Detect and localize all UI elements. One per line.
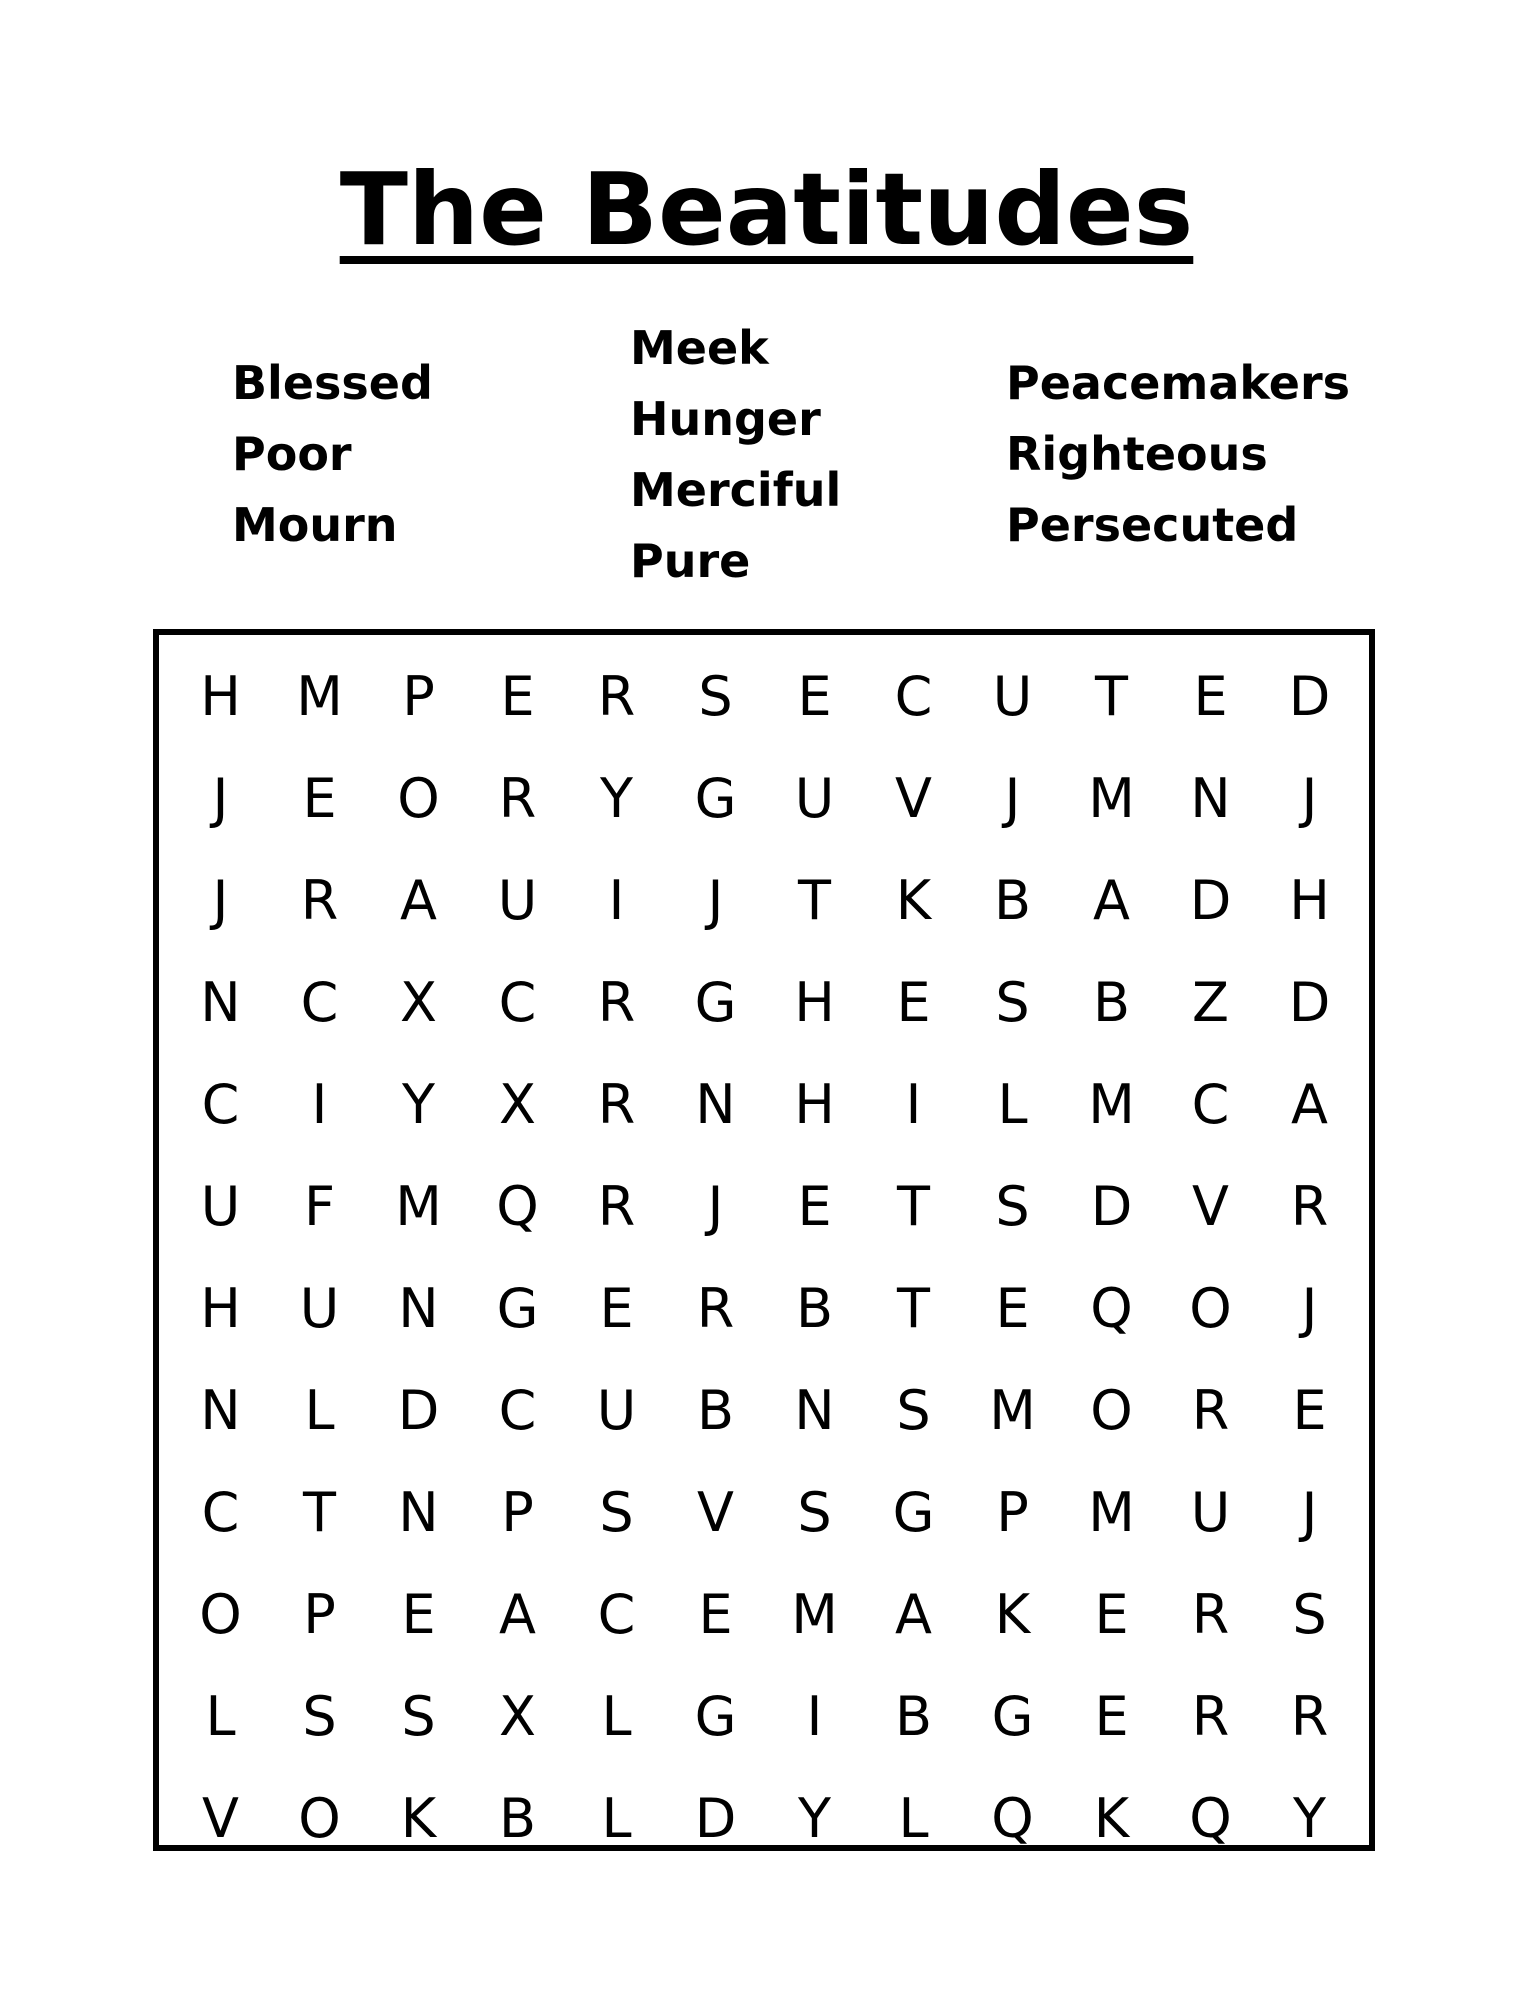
grid-cell-r4-c12[interactable]: D xyxy=(1288,970,1331,1034)
grid-cell-r1-c2[interactable]: M xyxy=(296,664,343,728)
grid-cell-r7-c2[interactable]: U xyxy=(299,1276,340,1340)
grid-cell-r8-c2[interactable]: L xyxy=(304,1378,335,1442)
grid-cell-r1-c7[interactable]: E xyxy=(797,664,832,728)
grid-cell-r4-c3[interactable]: X xyxy=(400,970,437,1034)
grid-cell-r2-c6[interactable]: G xyxy=(694,766,737,830)
grid-cell-r10-c3[interactable]: E xyxy=(401,1582,436,1646)
grid-cell-r10-c11[interactable]: R xyxy=(1191,1582,1230,1646)
grid-cell-r10-c2[interactable]: P xyxy=(303,1582,336,1646)
grid-cell-r5-c6[interactable]: N xyxy=(695,1072,736,1136)
word-list-column-3 xyxy=(1006,348,1350,561)
grid-cell-r2-c7[interactable]: U xyxy=(794,766,835,830)
word-search-border xyxy=(153,629,1375,1851)
grid-cell-r1-c1[interactable]: H xyxy=(200,664,241,728)
grid-cell-r1-c3[interactable]: P xyxy=(402,664,435,728)
grid-cell-r6-c9[interactable]: S xyxy=(995,1174,1030,1238)
grid-cell-r1-c5[interactable]: R xyxy=(597,664,636,728)
grid-cell-r5-c10[interactable]: M xyxy=(1088,1072,1135,1136)
grid-cell-r10-c6[interactable]: E xyxy=(698,1582,733,1646)
grid-cell-r5-c9[interactable]: L xyxy=(997,1072,1028,1136)
grid-cell-r8-c9[interactable]: M xyxy=(989,1378,1036,1442)
grid-cell-r4-c6[interactable]: G xyxy=(694,970,737,1034)
grid-cell-r8-c11[interactable]: R xyxy=(1191,1378,1230,1442)
grid-cell-r8-c10[interactable]: O xyxy=(1090,1378,1133,1442)
grid-cell-r6-c4[interactable]: Q xyxy=(496,1174,539,1238)
grid-cell-r11-c8[interactable]: B xyxy=(894,1684,933,1748)
grid-cell-r10-c7[interactable]: M xyxy=(791,1582,838,1646)
page-title-text: The Beatitudes xyxy=(339,151,1194,268)
grid-cell-r9-c9[interactable]: P xyxy=(996,1480,1029,1544)
grid-cell-r6-c8[interactable]: T xyxy=(897,1174,930,1238)
grid-cell-r9-c10[interactable]: M xyxy=(1088,1480,1135,1544)
grid-cell-r1-c10[interactable]: T xyxy=(1095,664,1128,728)
grid-cell-r4-c9[interactable]: S xyxy=(995,970,1030,1034)
grid-cell-r7-c4[interactable]: G xyxy=(496,1276,539,1340)
grid-cell-r1-c9[interactable]: U xyxy=(992,664,1033,728)
grid-cell-r10-c12[interactable]: S xyxy=(1292,1582,1327,1646)
grid-cell-r9-c4[interactable]: P xyxy=(501,1480,534,1544)
grid-cell-r12-c3[interactable]: K xyxy=(400,1786,437,1850)
grid-cell-r8-c5[interactable]: U xyxy=(596,1378,637,1442)
grid-cell-r4-c8[interactable]: E xyxy=(896,970,931,1034)
grid-cell-r7-c3[interactable]: N xyxy=(398,1276,439,1340)
grid-cell-r8-c1[interactable]: N xyxy=(200,1378,241,1442)
grid-cell-r8-c7[interactable]: N xyxy=(794,1378,835,1442)
grid-cell-r6-c3[interactable]: M xyxy=(395,1174,442,1238)
grid-cell-r4-c1[interactable]: N xyxy=(200,970,241,1034)
grid-cell-r9-c5[interactable]: S xyxy=(599,1480,634,1544)
grid-cell-r5-c5[interactable]: R xyxy=(597,1072,636,1136)
grid-cell-r12-c2[interactable]: O xyxy=(298,1786,341,1850)
grid-cell-r7-c5[interactable]: E xyxy=(599,1276,634,1340)
grid-cell-r6-c10[interactable]: D xyxy=(1090,1174,1133,1238)
grid-cell-r3-c12[interactable]: H xyxy=(1289,868,1330,932)
grid-cell-r3-c1[interactable]: J xyxy=(212,868,229,932)
grid-cell-r5-c7[interactable]: H xyxy=(794,1072,835,1136)
word-peacemakers: Peacemakers xyxy=(1006,356,1351,410)
grid-cell-r3-c9[interactable]: B xyxy=(993,868,1032,932)
grid-cell-r2-c5[interactable]: Y xyxy=(600,766,633,830)
grid-cell-r12-c7[interactable]: Y xyxy=(798,1786,831,1850)
word-list-column-1 xyxy=(232,348,433,561)
grid-cell-r9-c2[interactable]: T xyxy=(303,1480,336,1544)
grid-cell-r3-c8[interactable]: K xyxy=(895,868,932,932)
grid-cell-r1-c4[interactable]: E xyxy=(500,664,535,728)
grid-cell-r12-c1[interactable]: V xyxy=(202,1786,239,1850)
grid-cell-r9-c6[interactable]: V xyxy=(697,1480,734,1544)
grid-cell-r6-c5[interactable]: R xyxy=(597,1174,636,1238)
grid-cell-r12-c10[interactable]: K xyxy=(1093,1786,1130,1850)
grid-cell-r10-c10[interactable]: E xyxy=(1094,1582,1129,1646)
word-list-column-2 xyxy=(630,313,841,597)
grid-cell-r12-c9[interactable]: Q xyxy=(991,1786,1034,1850)
grid-cell-r2-c12[interactable]: J xyxy=(1301,766,1318,830)
grid-cell-r9-c1[interactable]: C xyxy=(201,1480,240,1544)
grid-cell-r11-c6[interactable]: G xyxy=(694,1684,737,1748)
grid-cell-r11-c12[interactable]: R xyxy=(1290,1684,1329,1748)
grid-cell-r7-c9[interactable]: E xyxy=(995,1276,1030,1340)
grid-cell-r3-c4[interactable]: U xyxy=(497,868,538,932)
grid-cell-r8-c4[interactable]: C xyxy=(498,1378,537,1442)
grid-cell-r4-c11[interactable]: Z xyxy=(1192,970,1229,1034)
word-mourn: Mourn xyxy=(232,498,398,552)
word-blessed: Blessed xyxy=(232,356,433,410)
grid-cell-r6-c1[interactable]: U xyxy=(200,1174,241,1238)
grid-cell-r5-c8[interactable]: I xyxy=(905,1072,922,1136)
grid-cell-r10-c8[interactable]: A xyxy=(895,1582,932,1646)
word-righteous: Righteous xyxy=(1006,427,1268,481)
grid-cell-r9-c11[interactable]: U xyxy=(1190,1480,1231,1544)
grid-cell-r11-c1[interactable]: L xyxy=(205,1684,236,1748)
grid-cell-r7-c6[interactable]: R xyxy=(696,1276,735,1340)
grid-cell-r7-c8[interactable]: T xyxy=(897,1276,930,1340)
grid-cell-r4-c7[interactable]: H xyxy=(794,970,835,1034)
grid-cell-r8-c6[interactable]: B xyxy=(696,1378,735,1442)
grid-cell-r3-c5[interactable]: I xyxy=(608,868,625,932)
grid-cell-r3-c10[interactable]: A xyxy=(1093,868,1130,932)
grid-cell-r12-c6[interactable]: D xyxy=(694,1786,737,1850)
grid-cell-r5-c4[interactable]: X xyxy=(499,1072,536,1136)
grid-cell-r10-c5[interactable]: C xyxy=(597,1582,636,1646)
grid-cell-r1-c11[interactable]: E xyxy=(1193,664,1228,728)
grid-cell-r4-c5[interactable]: R xyxy=(597,970,636,1034)
grid-cell-r5-c2[interactable]: I xyxy=(311,1072,328,1136)
grid-cell-r9-c12[interactable]: J xyxy=(1301,1480,1318,1544)
grid-cell-r4-c2[interactable]: C xyxy=(300,970,339,1034)
grid-cell-r10-c1[interactable]: O xyxy=(199,1582,242,1646)
word-merciful: Merciful xyxy=(630,463,842,517)
grid-cell-r3-c11[interactable]: D xyxy=(1189,868,1232,932)
word-search-grid xyxy=(171,645,1359,1850)
grid-cell-r11-c9[interactable]: G xyxy=(991,1684,1034,1748)
word-persecuted: Persecuted xyxy=(1006,498,1299,552)
grid-cell-r8-c8[interactable]: S xyxy=(896,1378,931,1442)
grid-cell-r11-c11[interactable]: R xyxy=(1191,1684,1230,1748)
grid-cell-r8-c12[interactable]: E xyxy=(1292,1378,1327,1442)
grid-cell-r11-c4[interactable]: X xyxy=(499,1684,536,1748)
grid-cell-r12-c12[interactable]: Y xyxy=(1293,1786,1326,1850)
grid-cell-r7-c1[interactable]: H xyxy=(200,1276,241,1340)
grid-cell-r11-c5[interactable]: L xyxy=(601,1684,632,1748)
word-poor: Poor xyxy=(232,427,352,481)
grid-cell-r1-c8[interactable]: C xyxy=(894,664,933,728)
grid-cell-r5-c3[interactable]: Y xyxy=(402,1072,435,1136)
word-hunger: Hunger xyxy=(630,392,821,446)
grid-cell-r2-c3[interactable]: O xyxy=(397,766,440,830)
grid-cell-r2-c2[interactable]: E xyxy=(302,766,337,830)
grid-cell-r6-c11[interactable]: V xyxy=(1192,1174,1229,1238)
grid-cell-r6-c7[interactable]: E xyxy=(797,1174,832,1238)
grid-cell-r12-c8[interactable]: L xyxy=(898,1786,929,1850)
word-pure: Pure xyxy=(630,534,751,588)
grid-cell-r2-c10[interactable]: M xyxy=(1088,766,1135,830)
grid-cell-r4-c10[interactable]: B xyxy=(1092,970,1131,1034)
grid-cell-r5-c1[interactable]: C xyxy=(201,1072,240,1136)
grid-cell-r5-c11[interactable]: C xyxy=(1191,1072,1230,1136)
grid-cell-r8-c3[interactable]: D xyxy=(397,1378,440,1442)
grid-cell-r1-c6[interactable]: S xyxy=(698,664,733,728)
grid-cell-r12-c11[interactable]: Q xyxy=(1189,1786,1232,1850)
grid-cell-r5-c12[interactable]: A xyxy=(1291,1072,1328,1136)
grid-cell-r3-c2[interactable]: R xyxy=(300,868,339,932)
grid-cell-r10-c9[interactable]: K xyxy=(994,1582,1031,1646)
grid-cell-r11-c2[interactable]: S xyxy=(302,1684,337,1748)
grid-cell-r4-c4[interactable]: C xyxy=(498,970,537,1034)
grid-cell-r9-c8[interactable]: G xyxy=(892,1480,935,1544)
grid-cell-r9-c7[interactable]: S xyxy=(797,1480,832,1544)
grid-cell-r7-c12[interactable]: J xyxy=(1301,1276,1318,1340)
grid-cell-r10-c4[interactable]: A xyxy=(499,1582,536,1646)
grid-cell-r12-c4[interactable]: B xyxy=(498,1786,537,1850)
grid-cell-r2-c1[interactable]: J xyxy=(212,766,229,830)
grid-cell-r2-c9[interactable]: J xyxy=(1004,766,1021,830)
grid-cell-r7-c11[interactable]: O xyxy=(1189,1276,1232,1340)
grid-cell-r3-c3[interactable]: A xyxy=(400,868,437,932)
word-meek: Meek xyxy=(630,321,769,375)
grid-cell-r2-c4[interactable]: R xyxy=(498,766,537,830)
grid-cell-r6-c6[interactable]: J xyxy=(707,1174,724,1238)
grid-cell-r11-c7[interactable]: I xyxy=(806,1684,823,1748)
grid-cell-r7-c10[interactable]: Q xyxy=(1090,1276,1133,1340)
grid-cell-r3-c7[interactable]: T xyxy=(798,868,831,932)
grid-cell-r2-c11[interactable]: N xyxy=(1190,766,1231,830)
grid-cell-r6-c12[interactable]: R xyxy=(1290,1174,1329,1238)
grid-cell-r7-c7[interactable]: B xyxy=(795,1276,834,1340)
grid-cell-r11-c3[interactable]: S xyxy=(401,1684,436,1748)
page-title xyxy=(0,151,1533,268)
grid-cell-r6-c2[interactable]: F xyxy=(303,1174,336,1238)
grid-cell-r1-c12[interactable]: D xyxy=(1288,664,1331,728)
grid-cell-r3-c6[interactable]: J xyxy=(707,868,724,932)
grid-cell-r11-c10[interactable]: E xyxy=(1094,1684,1129,1748)
grid-cell-r2-c8[interactable]: V xyxy=(895,766,932,830)
grid-cell-r9-c3[interactable]: N xyxy=(398,1480,439,1544)
grid-cell-r12-c5[interactable]: L xyxy=(601,1786,632,1850)
